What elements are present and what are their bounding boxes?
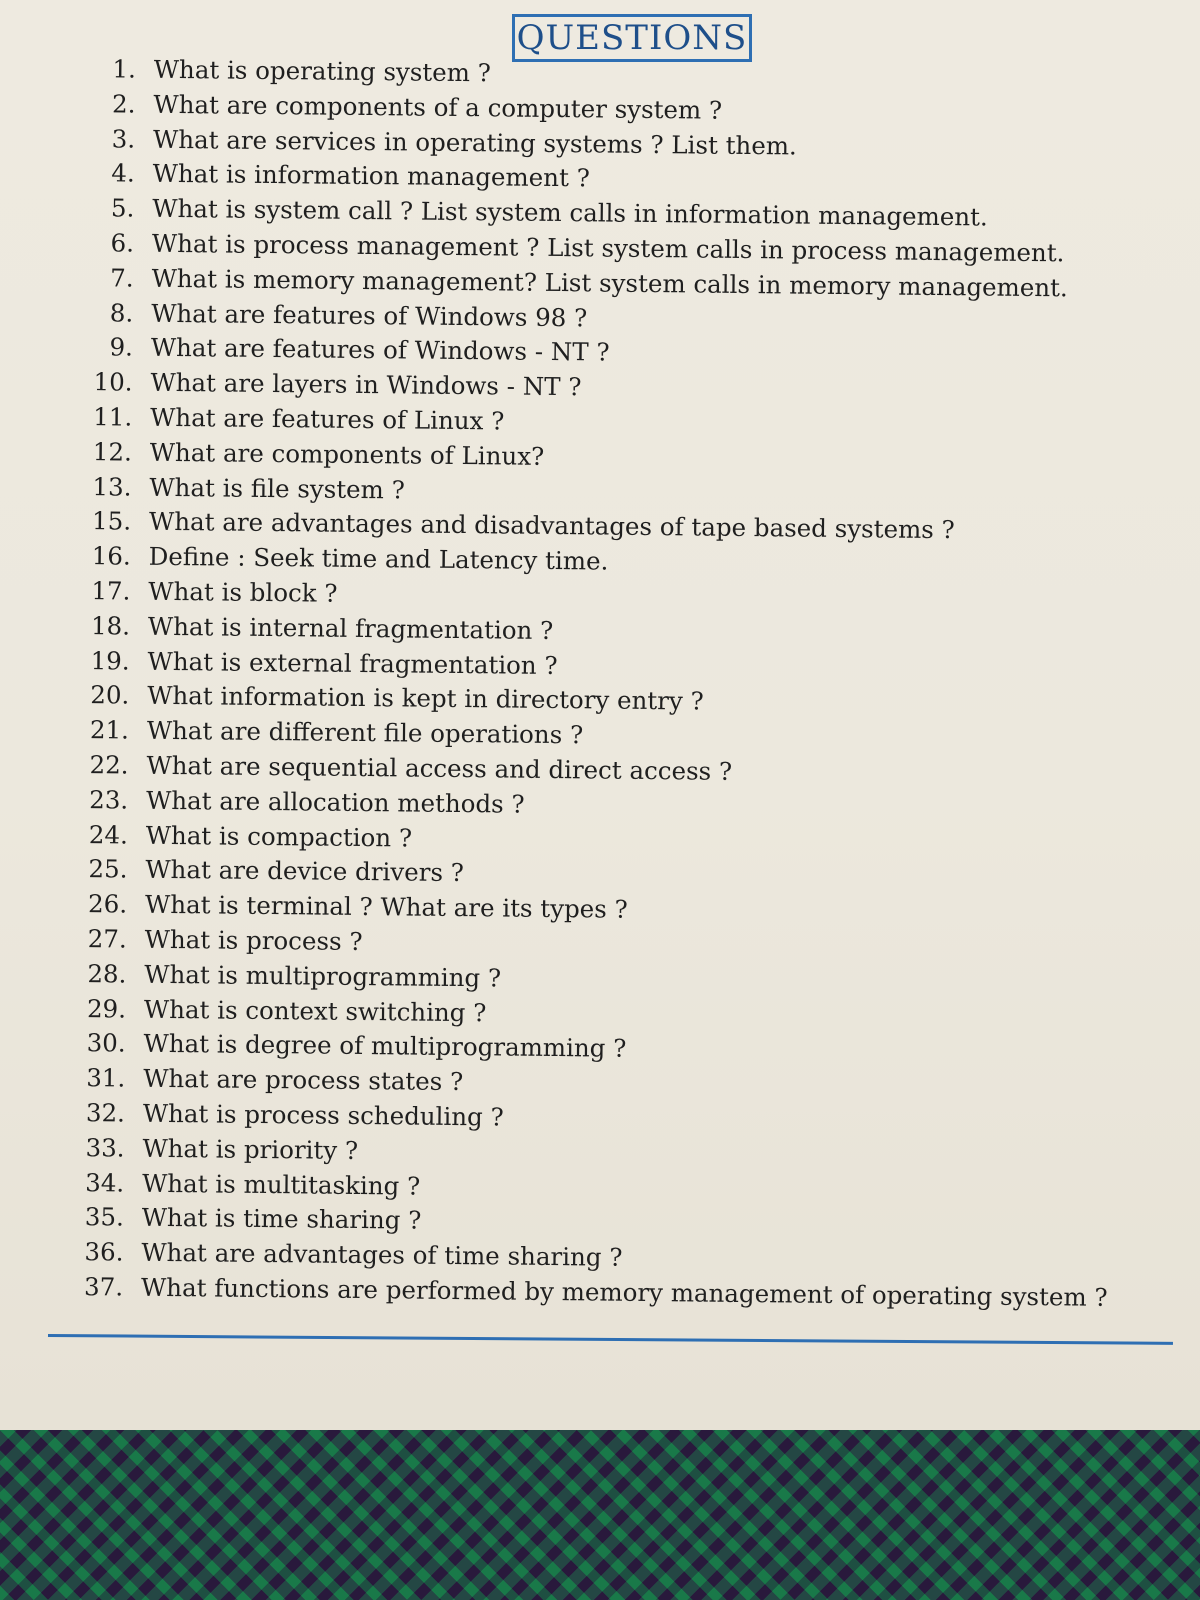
question-number: 1.: [112, 54, 136, 84]
question-text: What is terminal ? What are its types ?: [144, 889, 628, 924]
question-number: 31.: [86, 1063, 126, 1093]
question-number: 27.: [87, 924, 127, 954]
question-number: 11.: [93, 402, 133, 432]
question-text: What are components of a computer system ?: [153, 89, 723, 125]
question-text: Define : Seek time and Latency time.: [148, 541, 609, 576]
question-text: What are services in operating systems ? List them.: [152, 124, 797, 161]
question-text: What is internal fragmentation ?: [147, 611, 554, 645]
question-number: 8.: [109, 297, 134, 328]
question-number: 15.: [91, 506, 132, 536]
question-number: 22.: [89, 750, 129, 780]
question-text: What is time sharing ?: [141, 1203, 422, 1235]
question-text: What is information management ?: [152, 159, 590, 193]
question-text: What is process management ? List system calls in process management.: [151, 228, 1065, 268]
question-number: 34.: [85, 1167, 125, 1198]
question-text: What are features of Windows 98 ?: [151, 298, 588, 332]
question-text: What is memory management? List system calls in memory management.: [151, 263, 1068, 303]
question-number: 20.: [90, 680, 130, 710]
question-text: What is process ?: [144, 924, 363, 956]
question-number: 10.: [93, 367, 133, 397]
question-text: What is system call ? List system calls in information management.: [152, 193, 988, 232]
question-list: [67, 54, 1190, 1318]
woven-mat-pattern: [0, 1430, 1200, 1600]
question-number: 36.: [84, 1237, 124, 1267]
question-text: What are components of Linux?: [149, 437, 545, 471]
question-text: What is external fragmentation ?: [147, 646, 558, 680]
question-text: What are features of Linux ?: [150, 402, 505, 436]
questions-heading-box: [512, 14, 752, 62]
question-number: 26.: [87, 889, 128, 919]
question-text: What is file system ?: [149, 472, 405, 504]
question-text: What are device drivers ?: [145, 855, 465, 888]
question-text: What is degree of multiprogramming ?: [143, 1029, 627, 1064]
question-number: 2.: [111, 89, 136, 119]
question-text: What is operating system ?: [153, 54, 492, 88]
question-number: 33.: [85, 1132, 125, 1163]
question-text: What information is kept in directory entry ?: [147, 681, 704, 716]
question-text: What are advantages of time sharing ?: [141, 1237, 623, 1272]
question-number: 24.: [88, 819, 128, 850]
question-number: 12.: [92, 436, 132, 467]
question-number: 32.: [85, 1098, 126, 1128]
question-number: 4.: [111, 158, 135, 188]
question-text: What is context switching ?: [143, 994, 487, 1027]
question-number: 21.: [89, 715, 130, 745]
question-number: 37.: [83, 1272, 124, 1302]
question-text: What is process scheduling ?: [142, 1098, 504, 1132]
question-number: 18.: [90, 610, 131, 641]
question-number: 13.: [92, 471, 132, 502]
question-number: 16.: [91, 541, 131, 571]
question-text: What are different file operations ?: [146, 715, 584, 750]
question-number: 3.: [111, 123, 136, 154]
question-number: 28.: [87, 958, 127, 989]
question-text: What is priority ?: [142, 1133, 359, 1165]
question-number: 19.: [90, 645, 130, 676]
question-text: What are allocation methods ?: [146, 785, 525, 819]
question-text: What are layers in Windows - NT ?: [150, 367, 582, 402]
question-text: What are advantages and disadvantages of tape based systems ?: [148, 507, 955, 545]
question-number: 5.: [110, 193, 135, 223]
bottom-divider: [48, 1334, 1173, 1345]
question-number: 9.: [109, 332, 134, 362]
question-number: 6.: [110, 228, 135, 258]
question-text: What functions are performed by memory management of operating system ?: [140, 1272, 1108, 1312]
question-text: What is block ?: [148, 576, 338, 608]
question-number: 25.: [88, 854, 128, 884]
question-text: What are process states ?: [143, 1063, 464, 1097]
question-number: 29.: [86, 993, 127, 1024]
question-text: What are sequential access and direct access ?: [146, 750, 733, 786]
question-text: What is compaction ?: [145, 820, 413, 853]
question-number: 7.: [110, 263, 134, 293]
question-text: What is multiprogramming ?: [144, 959, 502, 993]
question-number: 23.: [89, 784, 129, 815]
question-text: What is multitasking ?: [142, 1168, 421, 1201]
question-text: What are features of Windows - NT ?: [150, 333, 610, 367]
questions-heading: QUESTIONS: [516, 18, 748, 58]
question-number: 35.: [84, 1202, 124, 1232]
question-number: 17.: [91, 576, 131, 606]
question-number: 30.: [86, 1028, 126, 1058]
